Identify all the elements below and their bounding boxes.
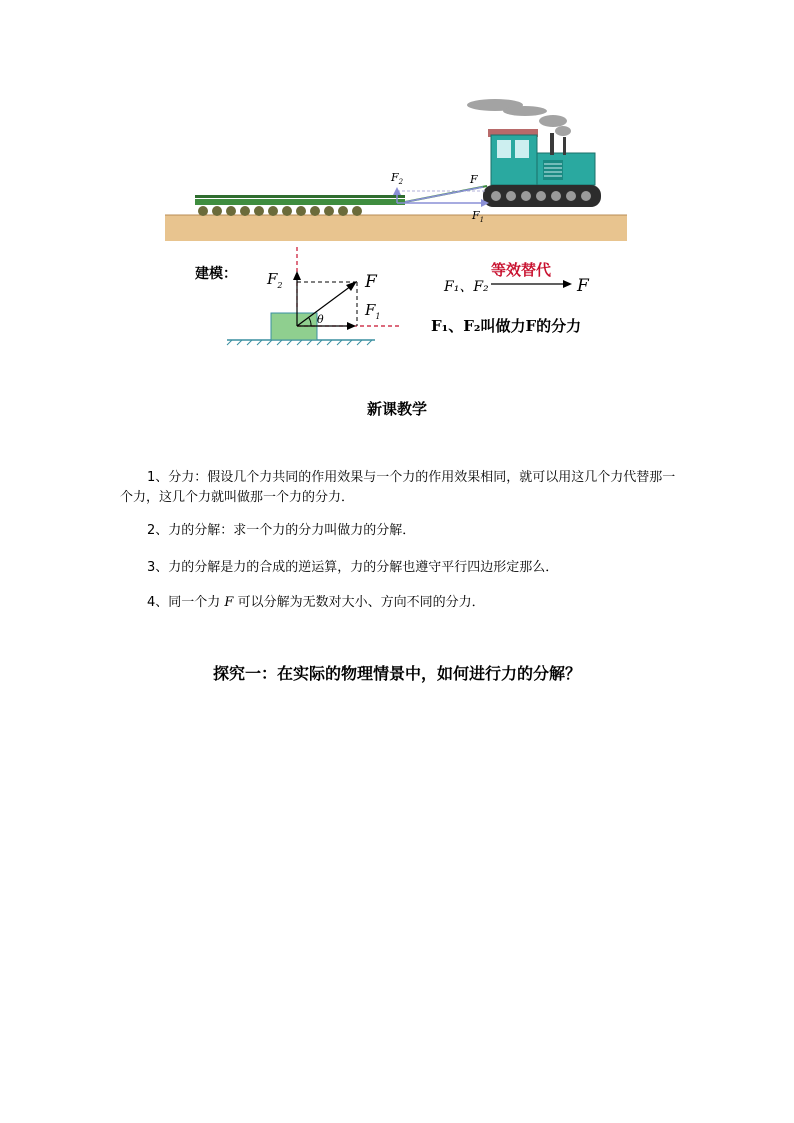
section-title: 新课教学 [366,400,427,418]
equiv-left: F₁、F₂ [444,279,489,295]
equiv-right: F [577,276,589,296]
diagram-label-f1: $F_1$ [365,301,381,321]
ground-strip [165,215,627,241]
scene-label-f2: $F_2$ [391,171,404,186]
paragraph-1: 1、分力：假设几个力共同的作用效果与一个力的作用效果相同，就可以用这几个力代替那一个力，这几个力就叫做那一个力的分力． [120,470,676,505]
modeling-label: 建模： [195,266,237,282]
paragraph-4-variable: F [224,595,234,610]
component-caption: F₁、F₂叫做力F的分力 [431,317,582,335]
paragraph-4 [120,593,680,613]
scene-label-f1: $F_1$ [472,209,485,224]
explore-title: 探究一：在实际的物理情景中，如何进行力的分解？ [212,664,581,683]
modeling-diagram [227,247,402,345]
tractor-icon [483,129,601,207]
diagram-label-f2: $F_2$ [267,270,283,290]
scene-force-arrows [393,187,489,207]
scene-label-f: F [470,173,478,186]
paragraph-2: 2、力的分解：求一个力的分力叫做力的分解． [147,523,416,538]
paragraph-3: 3、力的分解是力的合成的逆运算，力的分解也遵守平行四边形定那么． [147,560,559,575]
diagram-label-f: F [365,272,377,292]
diagram-theta: θ [317,313,324,326]
equiv-title: 等效替代 [491,261,552,279]
paragraph-4-tail: 可以分解为无数对大小、方向不同的分力． [237,595,485,610]
force-decomposition-figure [165,95,627,347]
paragraph-4-lead: 4、同一个力 [147,595,221,610]
